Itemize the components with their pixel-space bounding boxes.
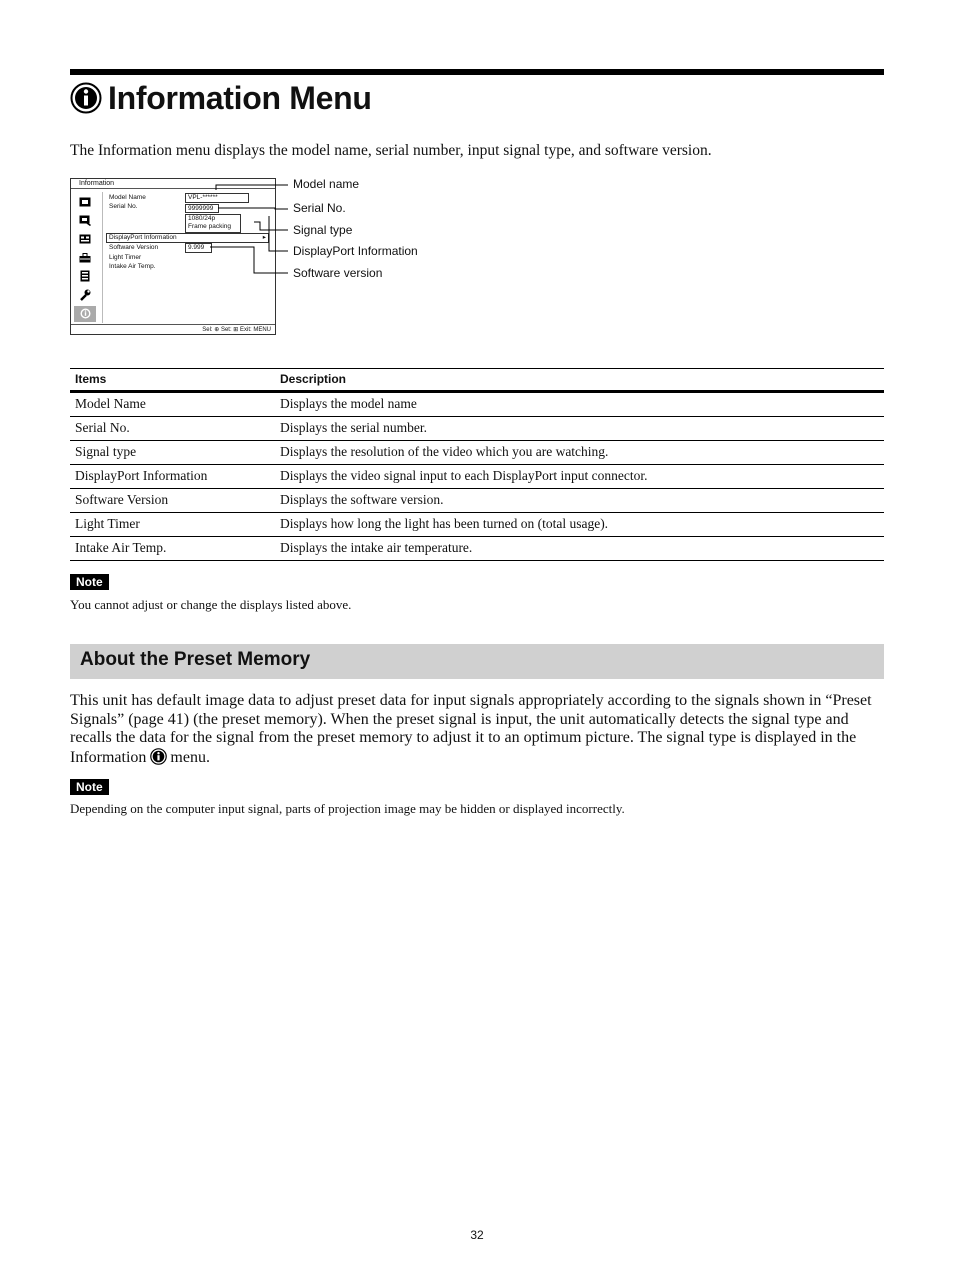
title-row xyxy=(70,78,372,118)
table-header-row xyxy=(70,369,884,392)
section-heading-bar xyxy=(70,644,884,679)
callout-serial-no: Serial No. xyxy=(293,201,346,215)
cell-description: Displays the serial number. xyxy=(275,417,884,441)
menu-row-light-timer: Light Timer xyxy=(109,254,142,261)
cell-description: Displays the video signal input to each DisplayPort input connector. xyxy=(275,465,884,489)
note-text-2: Depending on the computer input signal, parts of projection image may be hidden or displayed incorrectly. xyxy=(70,801,625,816)
table-row xyxy=(70,489,884,513)
header-items: Items xyxy=(70,369,275,392)
cell-item: DisplayPort Information xyxy=(70,465,275,489)
menu-row-software-version: Software Version xyxy=(109,244,159,251)
cell-description: Displays the resolution of the video which you are watching. xyxy=(275,441,884,465)
arrow-right-icon: ▸ xyxy=(262,234,266,241)
menu-row-model-name: Model Name xyxy=(109,194,146,201)
cell-item: Serial No. xyxy=(70,417,275,441)
signal-line-2: Frame packing xyxy=(188,223,231,230)
info-icon xyxy=(150,748,167,765)
displayport-info-label: DisplayPort Information xyxy=(109,234,177,241)
table-row xyxy=(70,392,884,417)
table-row xyxy=(70,513,884,537)
callout-model-name: Model name xyxy=(293,177,360,191)
cell-description: Displays the intake air temperature. xyxy=(275,537,884,561)
items-table xyxy=(70,368,884,561)
menu-footer: Sel: ⊕ Set: ⊞ Exit: MENU xyxy=(71,324,275,334)
cell-description: Displays the software version. xyxy=(275,489,884,513)
preset-memory-paragraph xyxy=(70,692,884,767)
note-badge-2 xyxy=(70,778,109,796)
wrench-icon xyxy=(74,287,96,303)
table-row xyxy=(70,465,884,489)
table-row xyxy=(70,537,884,561)
table-row xyxy=(70,441,884,465)
menu-header: Information xyxy=(71,179,275,189)
callout-software-version: Software version xyxy=(293,266,383,280)
cell-description: Displays how long the light has been turned on (total usage). xyxy=(275,513,884,537)
signal-line-1: 1080/24p xyxy=(188,215,216,222)
cell-item: Signal type xyxy=(70,441,275,465)
page-number: 32 xyxy=(470,1228,484,1242)
cell-item: Software Version xyxy=(70,489,275,513)
title-rule xyxy=(70,69,884,75)
callout-lines xyxy=(70,175,490,285)
note-label: Note xyxy=(70,779,109,795)
menu-row-serial-no: Serial No. xyxy=(109,203,138,210)
page-title: Information Menu xyxy=(108,79,372,116)
software-value-box: 9.999 xyxy=(185,243,212,253)
note-badge-1 xyxy=(70,573,109,591)
menu-row-intake-air-temp: Intake Air Temp. xyxy=(109,263,156,270)
callout-signal-type: Signal type xyxy=(293,223,353,237)
cell-item: Intake Air Temp. xyxy=(70,537,275,561)
section-title: About the Preset Memory xyxy=(80,649,311,670)
cell-description: Displays the model name xyxy=(275,392,884,417)
table-row xyxy=(70,417,884,441)
cell-item: Light Timer xyxy=(70,513,275,537)
header-description: Description xyxy=(275,369,884,392)
info-icon xyxy=(70,82,102,114)
information-tab-icon xyxy=(74,306,96,322)
note-text-1: You cannot adjust or change the displays listed above. xyxy=(70,597,352,612)
intro-text: The Information menu displays the model name, serial number, input signal type, and software version. xyxy=(70,142,712,159)
callout-displayport-info: DisplayPort Information xyxy=(293,244,418,258)
paragraph-text: This unit has default image data to adjust preset data for input signals appropriately according to the signals shown in “Preset Signals” (page 41) (the preset memory). When the preset signal is input, the unit automatically detects the signal type and recalls the data for the signal from the preset memory to adjust it to an optimum picture. The signal type is displayed in the Information xyxy=(70,692,872,766)
serial-value-box: 9999999 xyxy=(185,204,219,213)
model-value-box: VPL-****** xyxy=(185,193,249,203)
cell-item: Model Name xyxy=(70,392,275,417)
paragraph-text-end: menu. xyxy=(170,748,210,766)
note-label: Note xyxy=(70,574,109,590)
